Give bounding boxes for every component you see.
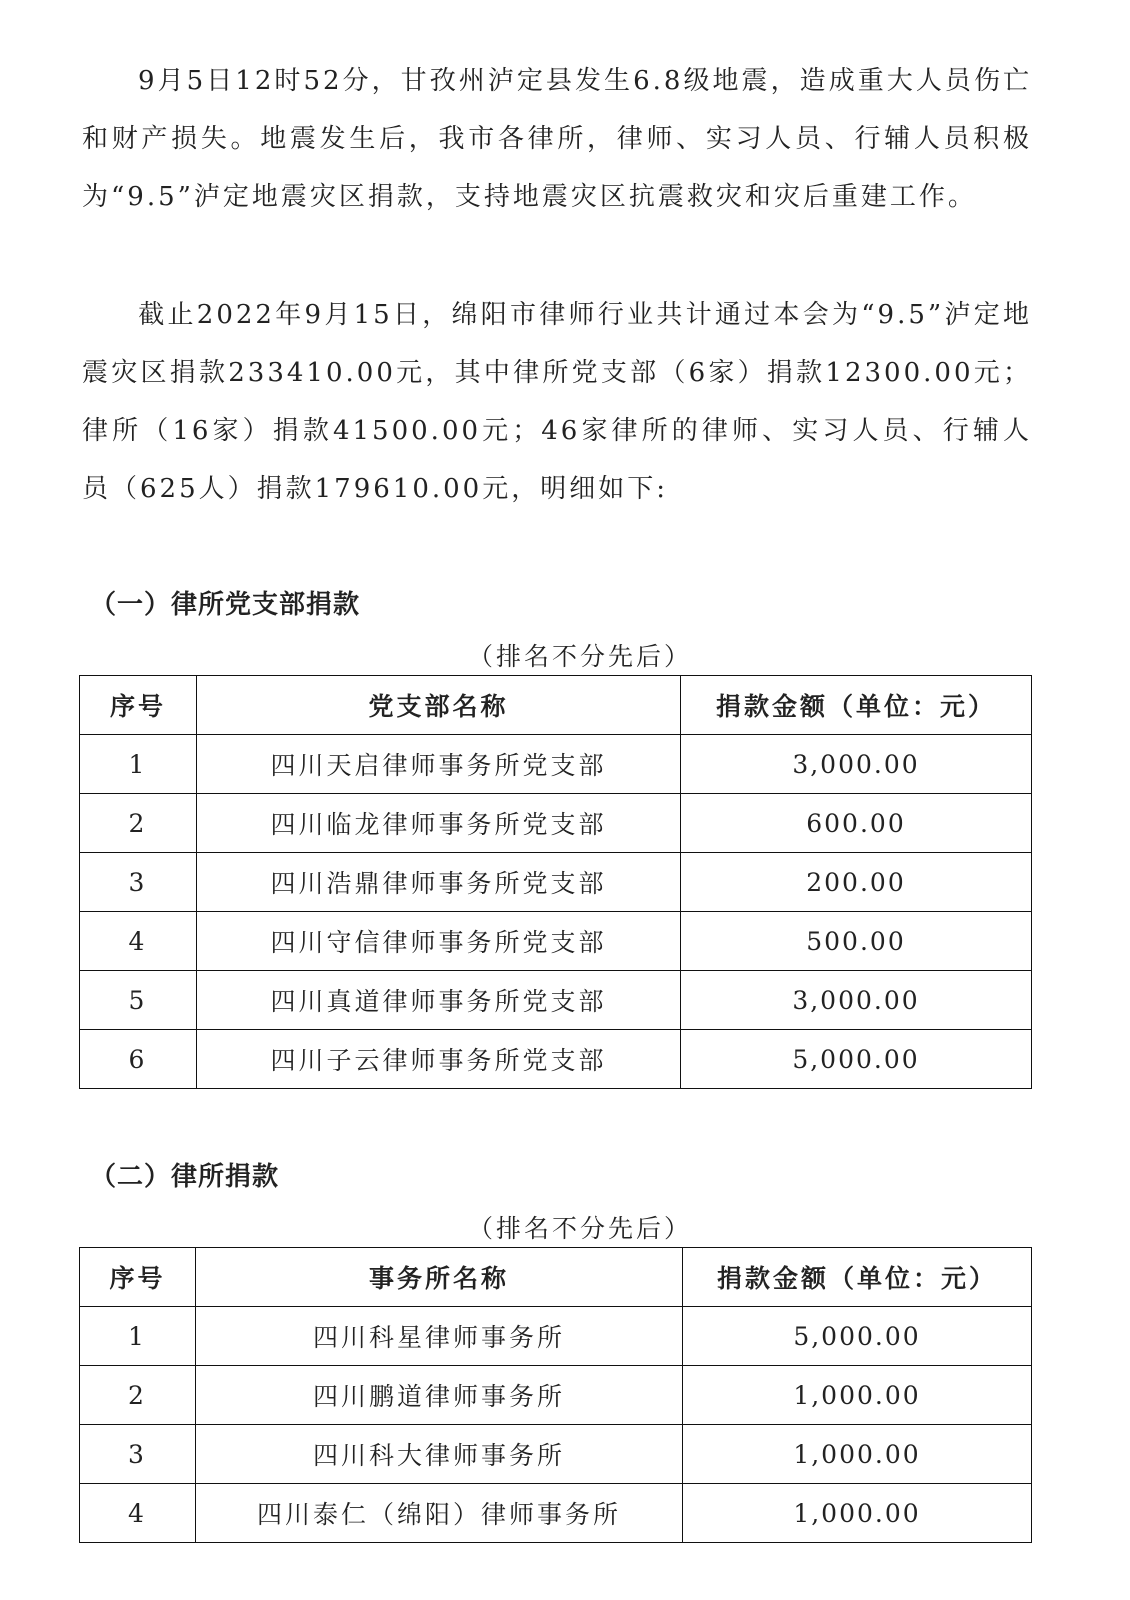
row-index: 5 — [80, 971, 197, 1030]
section1-heading: （一）律所党支部捐款 — [90, 590, 361, 620]
law-firm-donations-table — [79, 1247, 1032, 1543]
row-amount: 600.00 — [681, 794, 1032, 853]
row-amount: 1,000.00 — [683, 1425, 1032, 1484]
column-header-name: 党支部名称 — [197, 676, 681, 735]
intro-paragraph-2 — [82, 286, 1032, 518]
row-amount: 1,000.00 — [683, 1484, 1032, 1543]
intro-paragraph-1 — [82, 52, 1032, 226]
intro-paragraph-1-text: 9月5日12时52分，甘孜州泸定县发生6.8级地震，造成重大人员伤亡和财产损失。地震发生后，我市各律所，律师、实习人员、行辅人员积极为“9.5”泸定地震灾区捐款，支持地震灾区抗震救灾和灾后重建工作。 — [82, 66, 1032, 212]
section1-note: （排名不分先后） — [467, 642, 692, 671]
row-amount: 1,000.00 — [683, 1366, 1032, 1425]
row-name: 四川科大律师事务所 — [196, 1425, 683, 1484]
row-amount: 5,000.00 — [681, 1030, 1032, 1089]
row-index: 6 — [80, 1030, 197, 1089]
row-index: 4 — [80, 912, 197, 971]
row-amount: 3,000.00 — [681, 971, 1032, 1030]
row-name: 四川泰仁（绵阳）律师事务所 — [196, 1484, 683, 1543]
table-row — [80, 853, 1032, 912]
row-index: 3 — [80, 1425, 196, 1484]
row-index: 4 — [80, 1484, 196, 1543]
row-amount: 500.00 — [681, 912, 1032, 971]
table-header-row — [80, 1248, 1032, 1307]
row-index: 2 — [80, 794, 197, 853]
row-index: 1 — [80, 1307, 196, 1366]
column-header-amount: 捐款金额（单位：元） — [683, 1248, 1032, 1307]
row-index: 1 — [80, 735, 197, 794]
row-name: 四川天启律师事务所党支部 — [197, 735, 681, 794]
section2-note: （排名不分先后） — [467, 1214, 692, 1243]
party-branch-donations-table — [79, 675, 1032, 1089]
row-name: 四川鹏道律师事务所 — [196, 1366, 683, 1425]
intro-paragraph-2-text: 截止2022年9月15日，绵阳市律师行业共计通过本会为“9.5”泸定地震灾区捐款233410.00元，其中律所党支部（6家）捐款12300.00元；律所（16家）捐款41500.00元；46家律所的律师、实习人员、行辅人员（625人）捐款179610.00元，明细如下: — [82, 300, 1032, 504]
row-name: 四川临龙律师事务所党支部 — [197, 794, 681, 853]
table-row — [80, 735, 1032, 794]
column-header-amount: 捐款金额（单位：元） — [681, 676, 1032, 735]
row-name: 四川科星律师事务所 — [196, 1307, 683, 1366]
table-header-row — [80, 676, 1032, 735]
row-amount: 5,000.00 — [683, 1307, 1032, 1366]
row-amount: 3,000.00 — [681, 735, 1032, 794]
table-row — [80, 1366, 1032, 1425]
row-name: 四川子云律师事务所党支部 — [197, 1030, 681, 1089]
row-name: 四川守信律师事务所党支部 — [197, 912, 681, 971]
table-row — [80, 1030, 1032, 1089]
section2-heading: （二）律所捐款 — [90, 1162, 280, 1192]
row-index: 3 — [80, 853, 197, 912]
row-amount: 200.00 — [681, 853, 1032, 912]
table-row — [80, 1307, 1032, 1366]
column-header-index: 序号 — [80, 676, 197, 735]
column-header-index: 序号 — [80, 1248, 196, 1307]
table-row — [80, 794, 1032, 853]
row-index: 2 — [80, 1366, 196, 1425]
table-row — [80, 971, 1032, 1030]
column-header-name: 事务所名称 — [196, 1248, 683, 1307]
row-name: 四川真道律师事务所党支部 — [197, 971, 681, 1030]
row-name: 四川浩鼎律师事务所党支部 — [197, 853, 681, 912]
table-row — [80, 1484, 1032, 1543]
table-row — [80, 1425, 1032, 1484]
table-row — [80, 912, 1032, 971]
